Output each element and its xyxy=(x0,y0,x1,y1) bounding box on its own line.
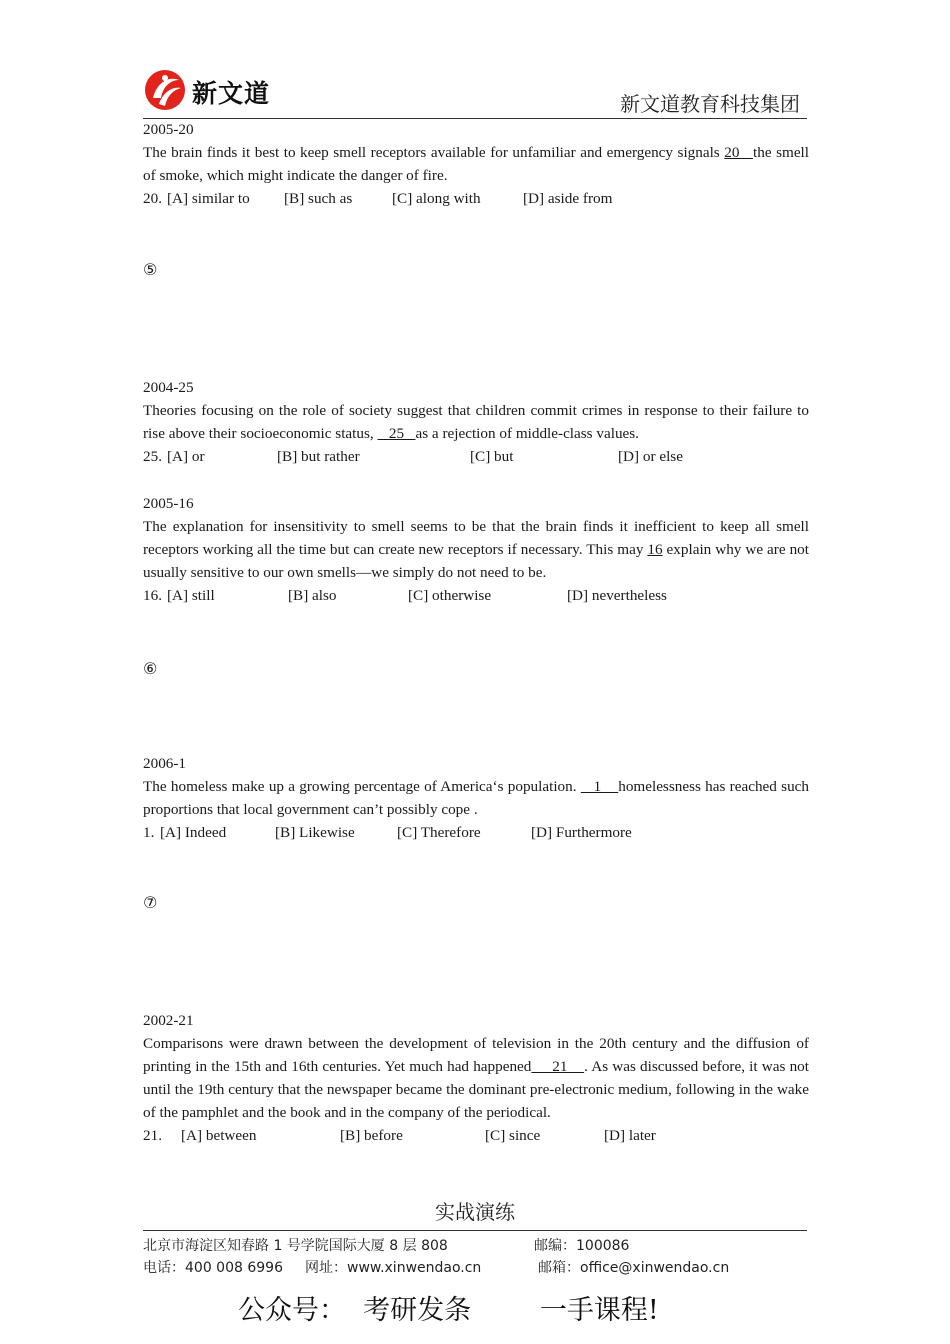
option-b: [B] also xyxy=(288,587,337,604)
footer-phone: 电话：400 008 6996 xyxy=(143,1260,283,1276)
question-code: 2005-16 xyxy=(143,495,194,512)
option-c: [C] otherwise xyxy=(408,587,492,604)
question-code: 2004-25 xyxy=(143,379,194,396)
wechat-banner: 公众号： 考研发条 一手课程! xyxy=(238,1295,659,1326)
option-a: [A] similar to xyxy=(167,190,250,207)
option-b: [B] but rather xyxy=(277,448,360,465)
question-text: Comparisons were drawn between the development of television in the 20th century and the diffusion of printing in the 15th and 16th centuries. Yet much had happened 21 . As was discussed before, it was not until the 19th century that the newspaper became the dominant pre-electronic medium, following in the wake of the pamphlet and the book and in the company of the periodical. xyxy=(143,1035,809,1121)
option-d: [D] or else xyxy=(618,448,683,465)
section-marker-7: ⑦ xyxy=(143,893,158,912)
footer-title: 实战演练 xyxy=(435,1200,515,1224)
question-code: 2002-21 xyxy=(143,1012,194,1029)
footer-email: 邮箱：office@xinwendao.cn xyxy=(538,1260,730,1276)
option-c: [C] since xyxy=(485,1127,541,1144)
option-c: [C] but xyxy=(470,448,514,465)
options-row: 21. [A] between [B] before [C] since [D] later xyxy=(143,1124,809,1147)
question-code: 2005-20 xyxy=(143,121,194,138)
answer-blank: 16 xyxy=(647,541,663,558)
options-row: 20. [A] similar to [B] such as [C] along with [D] aside from xyxy=(143,187,809,210)
option-d: [D] later xyxy=(604,1127,656,1144)
company-name: 新文道教育科技集团 xyxy=(620,92,800,116)
option-d: [D] aside from xyxy=(523,190,613,207)
question-2002-21 xyxy=(143,1009,809,1147)
question-2005-16 xyxy=(143,492,809,607)
question-code: 2006-1 xyxy=(143,755,187,772)
answer-blank: 21 xyxy=(531,1058,585,1075)
option-a: [A] Indeed xyxy=(160,824,227,841)
answer-blank: 20 xyxy=(724,144,754,161)
question-2006-1 xyxy=(143,752,809,844)
options-row: 1. [A] Indeed [B] Likewise [C] Therefore [D] Furthermore xyxy=(143,821,809,844)
section-marker-5: ⑤ xyxy=(143,260,158,279)
option-a: [A] between xyxy=(181,1127,257,1144)
question-text: Theories focusing on the role of society suggest that children commit crimes in response to their failure to rise above their socioeconomic status, 25 as a rejection of middle-class values. xyxy=(143,402,809,442)
option-b: [B] such as xyxy=(284,190,353,207)
footer-postcode: 邮编：100086 xyxy=(534,1238,630,1254)
question-text: The explanation for insensitivity to smell seems to be that the brain finds it inefficient to keep all smell receptors working all the time but can create new receptors if necessary. This may 16 explain why we are not usually sensitive to our own smells—we simply do not need to be. xyxy=(143,518,809,581)
option-d: [D] nevertheless xyxy=(567,587,667,604)
footer-divider xyxy=(143,1230,807,1231)
option-c: [C] along with xyxy=(392,190,481,207)
question-text: The brain finds it best to keep smell receptors available for unfamiliar and emergency signals 20 the smell of smoke, which might indicate the danger of fire. xyxy=(143,144,809,184)
options-row: 16. [A] still [B] also [C] otherwise [D] nevertheless xyxy=(143,584,809,607)
options-row: 25. [A] or [B] but rather [C] but [D] or else xyxy=(143,445,809,468)
footer-address: 北京市海淀区知春路 1 号学院国际大厦 8 层 808 xyxy=(143,1238,448,1254)
option-b: [B] before xyxy=(340,1127,403,1144)
answer-blank: 25 xyxy=(377,425,416,442)
question-text: The homeless make up a growing percentage of America‘s population. 1 homelessness has reached such proportions that local government can’t possibly cope . xyxy=(143,778,809,818)
option-b: [B] Likewise xyxy=(275,824,355,841)
option-c: [C] Therefore xyxy=(397,824,481,841)
logo-text: 新文道 xyxy=(192,79,271,108)
section-marker-6: ⑥ xyxy=(143,659,158,678)
option-d: [D] Furthermore xyxy=(531,824,632,841)
question-2004-25 xyxy=(143,376,809,468)
option-a: [A] or xyxy=(167,448,205,465)
answer-blank: 1 xyxy=(580,778,619,795)
question-2005-20 xyxy=(143,118,809,210)
option-a: [A] still xyxy=(167,587,215,604)
footer-website: 网址：www.xinwendao.cn xyxy=(305,1260,482,1276)
